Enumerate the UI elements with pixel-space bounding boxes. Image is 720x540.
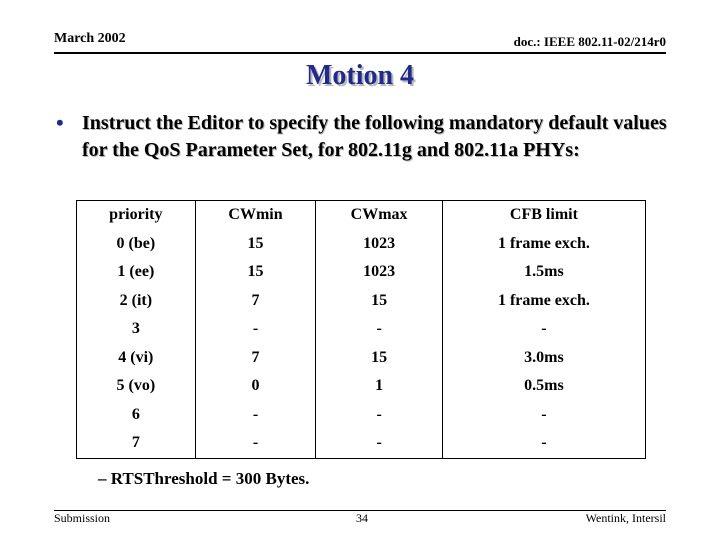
table-row [77, 344, 646, 373]
slide-title: Motion 4 [305, 60, 415, 91]
table-cell: - [195, 429, 316, 458]
table-cell: 15 [316, 287, 442, 316]
table-cell: - [316, 315, 442, 344]
bullet-icon: • [56, 110, 64, 135]
table-row [77, 315, 646, 344]
table-cell: 1023 [316, 258, 442, 287]
table-cell: 15 [195, 258, 316, 287]
table-cell: 1.5ms [442, 258, 645, 287]
table-row [77, 230, 646, 259]
table-cell: - [442, 401, 645, 430]
header-date: March 2002 [54, 31, 126, 46]
table-cell: - [442, 429, 645, 458]
table-cell: 6 [77, 401, 196, 430]
table-cell: - [195, 401, 316, 430]
table-row [77, 287, 646, 316]
table-cell: 3.0ms [442, 344, 645, 373]
col-header-cwmax: CWmax [316, 201, 442, 230]
footer-author: Wentink, Intersil [585, 511, 666, 525]
table-cell: 7 [195, 344, 316, 373]
col-header-priority: priority [77, 201, 196, 230]
table-cell: 1 frame exch. [442, 230, 645, 259]
table-cell: - [195, 315, 316, 344]
table-cell: 3 [77, 315, 196, 344]
table-cell: 15 [316, 344, 442, 373]
table-cell: 1023 [316, 230, 442, 259]
header-rule [54, 52, 666, 54]
table-row [77, 258, 646, 287]
table-row [77, 401, 646, 430]
table-cell: 2 (it) [77, 287, 196, 316]
table-cell: 0 [195, 372, 316, 401]
table-cell: 4 (vi) [77, 344, 196, 373]
table-cell: - [316, 401, 442, 430]
table-cell: 1 [316, 372, 442, 401]
table-cell: 1 (ee) [77, 258, 196, 287]
table-cell: - [442, 315, 645, 344]
parameter-table [76, 200, 646, 459]
sub-bullet-rts-threshold: – RTSThreshold = 300 Bytes. [98, 469, 310, 488]
bullet-text: Instruct the Editor to specify the following mandatory default values for the QoS Parameter Set, for 802.11g and 802.11a PHYs: [82, 112, 667, 161]
table-cell: 5 (vo) [77, 372, 196, 401]
table-cell: 1 frame exch. [442, 287, 645, 316]
table-cell: 7 [77, 429, 196, 458]
table-cell: - [316, 429, 442, 458]
table-cell: 0 (be) [77, 230, 196, 259]
table-row [77, 429, 646, 458]
table-cell: 7 [195, 287, 316, 316]
footer-page-number: 34 [356, 511, 368, 525]
table-cell: 15 [195, 230, 316, 259]
table-cell: 0.5ms [442, 372, 645, 401]
table-header-row [77, 201, 646, 230]
footer-submission: Submission [54, 511, 111, 525]
header-doc-id: doc.: IEEE 802.11-02/214r0 [513, 34, 666, 49]
table-row [77, 372, 646, 401]
col-header-cwmin: CWmin [195, 201, 316, 230]
col-header-cfb-limit: CFB limit [442, 201, 645, 230]
